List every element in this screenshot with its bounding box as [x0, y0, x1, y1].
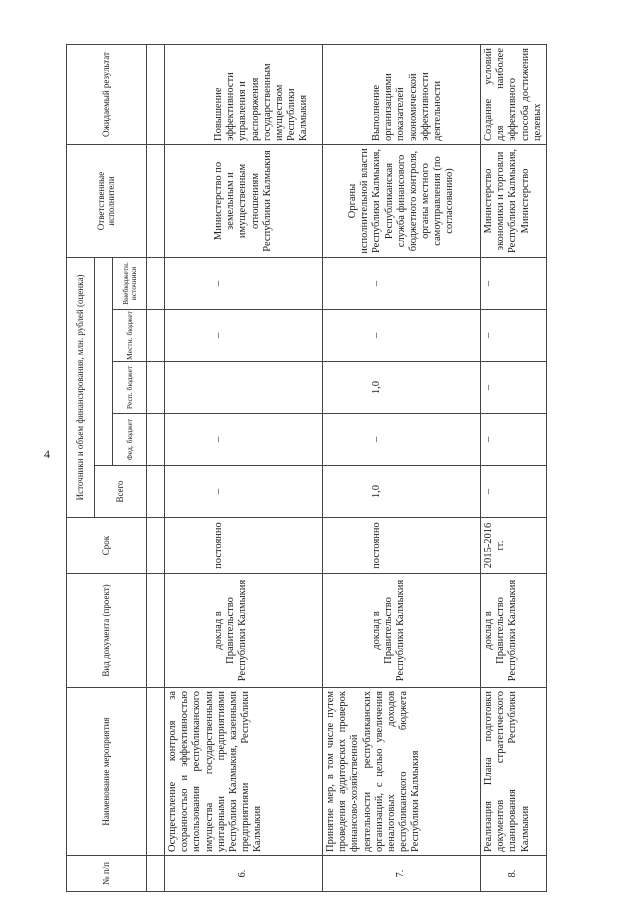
header-term: Срок [67, 518, 147, 574]
header-result: Ожидаемый результат [67, 45, 147, 145]
row-local: – [481, 310, 547, 362]
row-doc: доклад в Правительство Республики Калмыкия [165, 574, 323, 688]
row-fed: – [481, 414, 547, 466]
row-local: – [165, 310, 323, 362]
row-result: Создание условий для наиболее эффективного способа достижения целевых [481, 45, 547, 145]
row-total: – [481, 466, 547, 518]
measures-table [66, 44, 547, 892]
rotated-table-container [66, 45, 543, 892]
header-funding: Источники и объем финансирования, млн. рублей (оценка) [67, 258, 95, 518]
row-total: – [165, 466, 323, 518]
row-term: постоянно [165, 518, 323, 574]
row-name: Реализация Плана подготовки документов стратегического планирования Республики Калмыкия [481, 688, 547, 856]
header-local: Мести. бюджет [113, 310, 147, 362]
header-resp: Респ. бюджет [113, 362, 147, 414]
header-offbudget: Внебюджетн. источники [113, 258, 147, 310]
row-offbudget: – [481, 258, 547, 310]
row-result: Повышение эффективности управления и распоряжения государственным имуществом Республики Калмыкия [165, 45, 323, 145]
row-doc: доклад в Правительство Республики Калмыкия [323, 574, 481, 688]
row-responsible: Органы исполнительной власти Республики Калмыкия, Республиканская служба финансового бюджетного контроля, органы местного самоуправления (по согласованию) [323, 145, 481, 258]
row-offbudget: – [165, 258, 323, 310]
row-name: Осуществление контроля за сохранностью и эффективностью использования республиканского имущества государственными унитарными предприятиями Республики Калмыкия, казенными предприятиями Республики Калмыкия [165, 688, 323, 856]
row-total: 1,0 [323, 466, 481, 518]
row-local: – [323, 310, 481, 362]
row-resp: 1,0 [323, 362, 481, 414]
table-spacer-row [147, 45, 165, 892]
row-resp: – [481, 362, 547, 414]
header-total: Всего [95, 466, 147, 518]
page-number: 4 [44, 447, 50, 461]
header-sub-spacer [95, 258, 113, 466]
row-responsible: Министерство по земельным и имущественным отношениям Республики Калмыкия [165, 145, 323, 258]
header-doc: Вид документа (проект) [67, 574, 147, 688]
header-responsible: Ответственные исполнители [67, 145, 147, 258]
row-number: 7. [323, 856, 481, 892]
row-number: 8. [481, 856, 547, 892]
row-fed: – [165, 414, 323, 466]
row-offbudget: – [323, 258, 481, 310]
row-responsible: Министерство экономики и торговли Республики Калмыкия, Министерство [481, 145, 547, 258]
row-fed: – [323, 414, 481, 466]
row-term: постоянно [323, 518, 481, 574]
header-fed: Фед. бюджет [113, 414, 147, 466]
table-row [165, 45, 323, 892]
header-num: № п/п [67, 856, 147, 892]
row-number: 6. [165, 856, 323, 892]
row-doc: доклад в Правительство Республики Калмыкия [481, 574, 547, 688]
header-name: Наименование мероприятия [67, 688, 147, 856]
table-row [481, 45, 547, 892]
row-result: Выполнение организациями показателей экономической эффективности деятельности [323, 45, 481, 145]
row-name: Принятие мер, в том числе путем проведения аудиторских проверок финансово-хозяйственной деятельности республиканских организаций, с целью увеличения неналоговых доходов республиканского бюджета Республики Калмыкия [323, 688, 481, 856]
row-resp [165, 362, 323, 414]
table-row [323, 45, 481, 892]
row-term: 2015-2016 гг. [481, 518, 547, 574]
